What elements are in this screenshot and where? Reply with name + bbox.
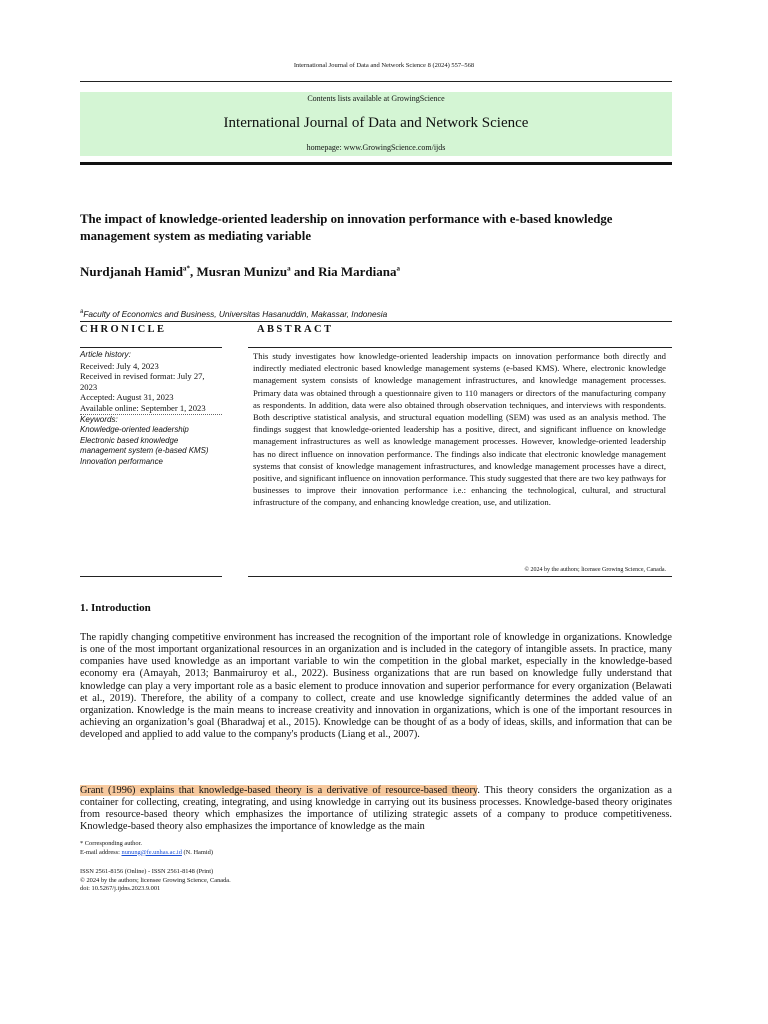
author-name: Musran Munizu [196, 264, 288, 279]
journal-name: International Journal of Data and Network Science [223, 115, 529, 131]
author-mark: a* [182, 264, 190, 273]
contents-line: Contents lists available at GrowingScience [307, 94, 445, 103]
chronicle-rule-bottom [80, 576, 222, 577]
history-item: Accepted: August 31, 2023 [80, 392, 174, 403]
top-rule [80, 81, 672, 82]
chronicle-rule-top [80, 347, 222, 348]
footnote [80, 840, 480, 857]
corresponding-author-note: * Corresponding author. [80, 840, 142, 847]
affiliation [80, 309, 680, 319]
highlighted-text[interactable]: Grant (1996) explains that knowledge-based theory is a derivative of resource-based theory [80, 785, 478, 796]
author-name: Ria Mardiana [318, 264, 397, 279]
author-list [80, 264, 680, 280]
license-line: © 2024 by the authors; licensee Growing Science, Canada. [80, 876, 231, 884]
email-link[interactable]: nunung@fe.unhas.ac.id [121, 848, 182, 856]
email-line [80, 849, 480, 858]
section-heading-introduction: 1. Introduction [80, 602, 151, 614]
email-suffix: (N. Hamid) [181, 848, 213, 856]
article-title: The impact of knowledge-oriented leadership on innovation performance with e-based knowledge management system as mediating variable [80, 212, 613, 243]
keyword-item: Electronic based knowledge management system (e-based KMS) [80, 435, 209, 456]
paragraph-text: . This theory considers the organization as a container for collecting, creating, integrating, and using knowledge in carrying out its business processes. Knowledge-based theory originates from resource-based theory which emphasizes the importance of utilizing strategic assets of a company to produce competitiveness. Knowledge-based theory also emphasizes the importance of knowledge as the main [80, 785, 672, 833]
abstract-copyright: © 2024 by the authors; licensee Growing Science, Canada. [524, 567, 666, 573]
affiliation-text: Faculty of Economics and Business, Universitas Hasanuddin, Makassar, Indonesia [83, 309, 388, 319]
abstract-rule-bottom [248, 576, 672, 577]
history-label: Article history: [80, 350, 131, 359]
thick-rule [80, 162, 672, 165]
body-paragraph: The rapidly changing competitive environment has increased the recognition of the important role of knowledge in organizations. Knowledge is one of the most important organizational resources in an organization and is included in the category of intangible assets. In practice, many companies have used knowledge as an important variable to win the competition in the global market, especially in the knowledge-based economy era (Amayah, 2013; Banmairuroy et al., 2022). Business organizations that are run based on knowledge fully understand that knowledge can play a very important role as a basic element to produce innovation and superior performance for every organization (Belawati et al., 2019). Therefore, the ability of a company to collect, create and use knowledge significantly determines the added value of an organization. Knowledge is the main means to increase creativity and innovation in organizations, which is one of the important resources in achieving an organization’s goal (Bharadwaj et al., 2015). Knowledge can be thought of as a body of ideas, skills, and information that can be developed and applied to add value to the company's products (Liang et al., 2007). [80, 632, 672, 741]
abstract-text: This study investigates how knowledge-oriented leadership impacts on innovation performance both directly and indirectly mediated electronic based knowledge management systems (e-based KMS). Where, electronic knowledge management system consists of knowledge management infrastructures, and knowledge management processes. Primary data was obtained through a questionnaire given to 110 managers or directors of the manufacturing company as respondents. In addition, data were also obtained through observation techniques, and interviews with respondents. Both descriptive statistical analysis, and structural equation modelling (SEM) was used as an analysis method. The findings suggest that knowledge-oriented leadership has a positive, direct, and significant influence on knowledge management infrastructures as well as knowledge management processes. However, knowledge-oriented leadership has no direct influence on innovation performance. The findings also indicate that electronic knowledge management systems that consist of knowledge management infrastructures, and knowledge management processes have a direct, positive, and significant influence on innovation performance. This study suggested that there are two key pathways for businesses to improve their innovation performance i.e.: enhancing the technological, cultural, and structural infrastructure of the company, and enhancing knowledge creation, use, and utilization. [253, 351, 666, 508]
history-item: Available online: September 1, 2023 [80, 402, 206, 413]
keyword-item: Innovation performance [80, 456, 163, 466]
history-item: Received in revised format: July 27, 2023 [80, 371, 205, 392]
affiliation-mark: a [80, 309, 84, 316]
page-footer [80, 868, 480, 894]
author-separator: , [189, 264, 197, 279]
journal-banner [80, 92, 672, 156]
issn-line: ISSN 2561-8156 (Online) - ISSN 2561-8148 (Print) [80, 868, 214, 875]
affiliation-rule [80, 321, 672, 322]
email-label: E-mail address: [80, 848, 122, 856]
abstract-heading: ABSTRACT [257, 324, 334, 335]
keywords-label: Keywords: [80, 414, 118, 424]
journal-citation: International Journal of Data and Network Science 8 (2024) 557–568 [293, 62, 475, 69]
body-paragraph [80, 785, 672, 834]
abstract-rule-top [248, 347, 672, 348]
chronicle-heading: CHRONICLE [80, 324, 167, 335]
author-name: Nurdjanah Hamid [80, 264, 183, 279]
chronicle-panel [80, 350, 222, 468]
doi-line[interactable]: doi: 10.5267/j.ijdns.2023.9.001 [80, 885, 161, 893]
author-mark: a [287, 264, 291, 273]
history-item: Received: July 4, 2023 [80, 360, 159, 371]
journal-homepage[interactable]: homepage: www.GrowingScience.com/ijds [306, 143, 446, 152]
author-mark: a [396, 264, 400, 273]
author-separator: and [290, 264, 319, 279]
keyword-item: Knowledge-oriented leadership [80, 425, 189, 435]
